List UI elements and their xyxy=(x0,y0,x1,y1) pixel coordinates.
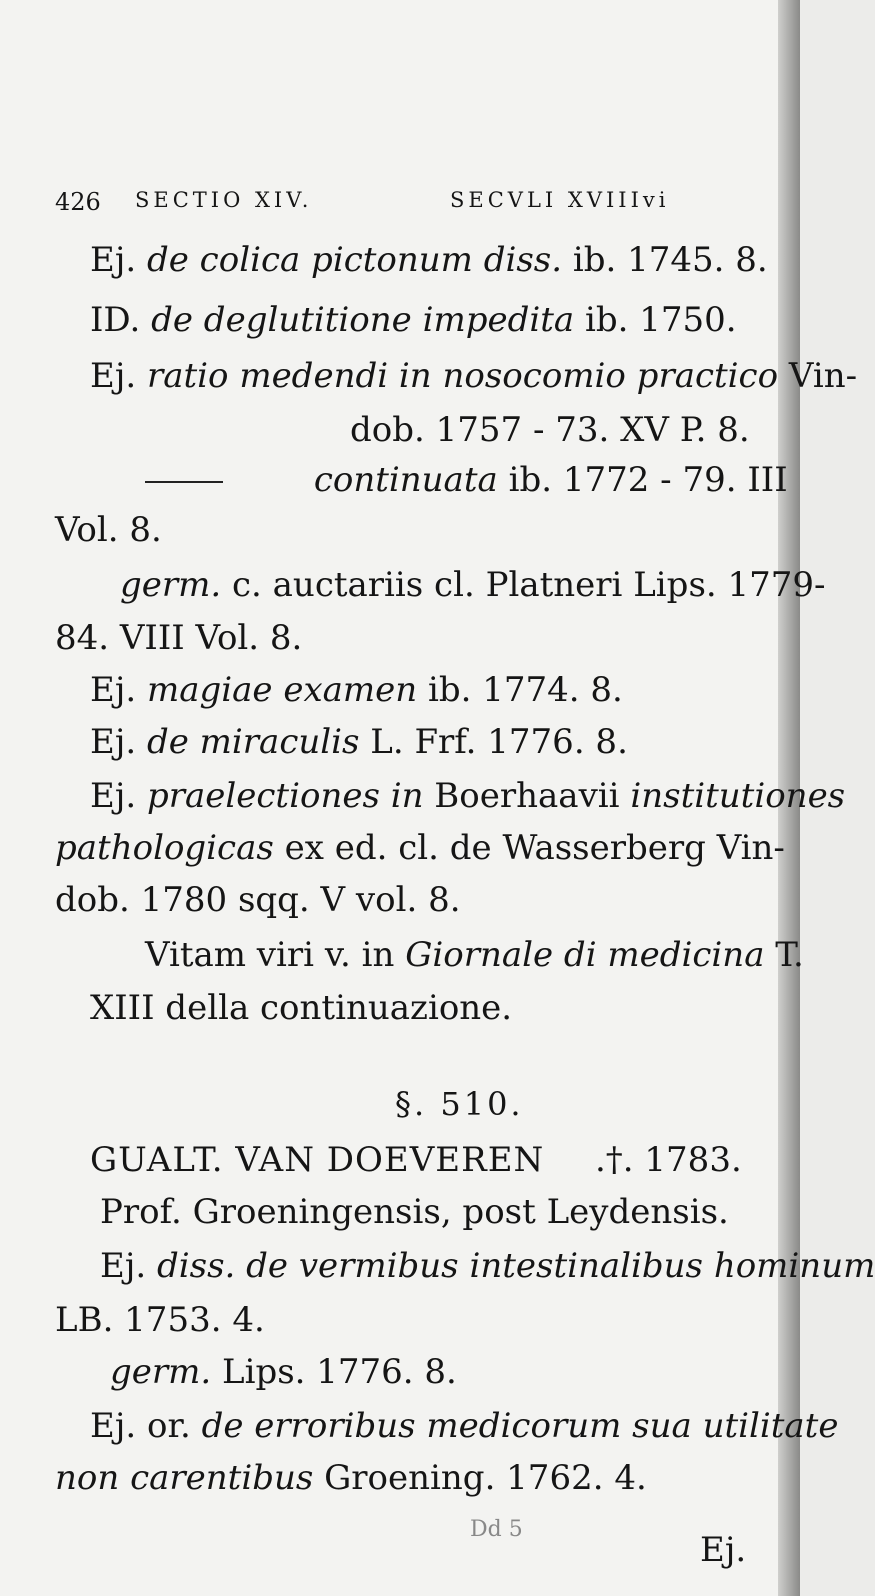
signature-mark: Dd 5 xyxy=(470,1517,523,1542)
text-line: Vol. 8. xyxy=(55,510,162,550)
text-line: germ. c. auctariis cl. Platneri Lips. 1779- xyxy=(120,565,826,605)
text-line: 84. VIII Vol. 8. xyxy=(55,618,303,658)
header-right: SECVLI XVIIIvi xyxy=(450,188,670,212)
text-line: germ. Lips. 1776. 8. xyxy=(110,1352,457,1392)
text-line: GUALT. VAN DOEVEREN xyxy=(90,1140,545,1180)
text-line: Ej. de colica pictonum diss. ib. 1745. 8. xyxy=(90,240,768,280)
text-line: Prof. Groeningensis, post Leydensis. xyxy=(100,1192,729,1232)
text-line: dob. 1780 sqq. V vol. 8. xyxy=(55,880,461,920)
text-line: Ej. diss. de vermibus intestinalibus hominum xyxy=(100,1246,875,1286)
ditto-dash xyxy=(145,481,223,483)
text-line: XIII della continuazione. xyxy=(90,988,513,1028)
text-line: Ej. or. de erroribus medicorum sua utilitate xyxy=(90,1406,839,1446)
text-line: pathologicas ex ed. cl. de Wasserberg Vin- xyxy=(55,828,785,868)
text-line: .†. 1783. xyxy=(595,1140,742,1180)
text-line: non carentibus Groening. 1762. 4. xyxy=(55,1458,647,1498)
section-mark: §. 510. xyxy=(395,1085,524,1123)
text-line: continuata ib. 1772 - 79. III xyxy=(145,460,788,500)
text-line: Ej. magiae examen ib. 1774. 8. xyxy=(90,670,623,710)
text-line: Vitam viri v. in Giornale di medicina T. xyxy=(145,935,804,975)
header-left: SECTIO XIV. xyxy=(135,188,313,212)
text-line: ID. de deglutitione impedita ib. 1750. xyxy=(90,300,737,340)
text-line: dob. 1757 - 73. XV P. 8. xyxy=(350,410,750,450)
text-line: LB. 1753. 4. xyxy=(55,1300,265,1340)
text-line: Ej. ratio medendi in nosocomio practico Vin- xyxy=(90,356,858,396)
text-line: Ej. de miraculis L. Frf. 1776. 8. xyxy=(90,722,628,762)
catchword: Ej. xyxy=(700,1530,747,1570)
text-line: Ej. praelectiones in Boerhaavii institutiones xyxy=(90,776,846,816)
page-number: 426 xyxy=(55,188,101,216)
running-header xyxy=(55,188,770,216)
